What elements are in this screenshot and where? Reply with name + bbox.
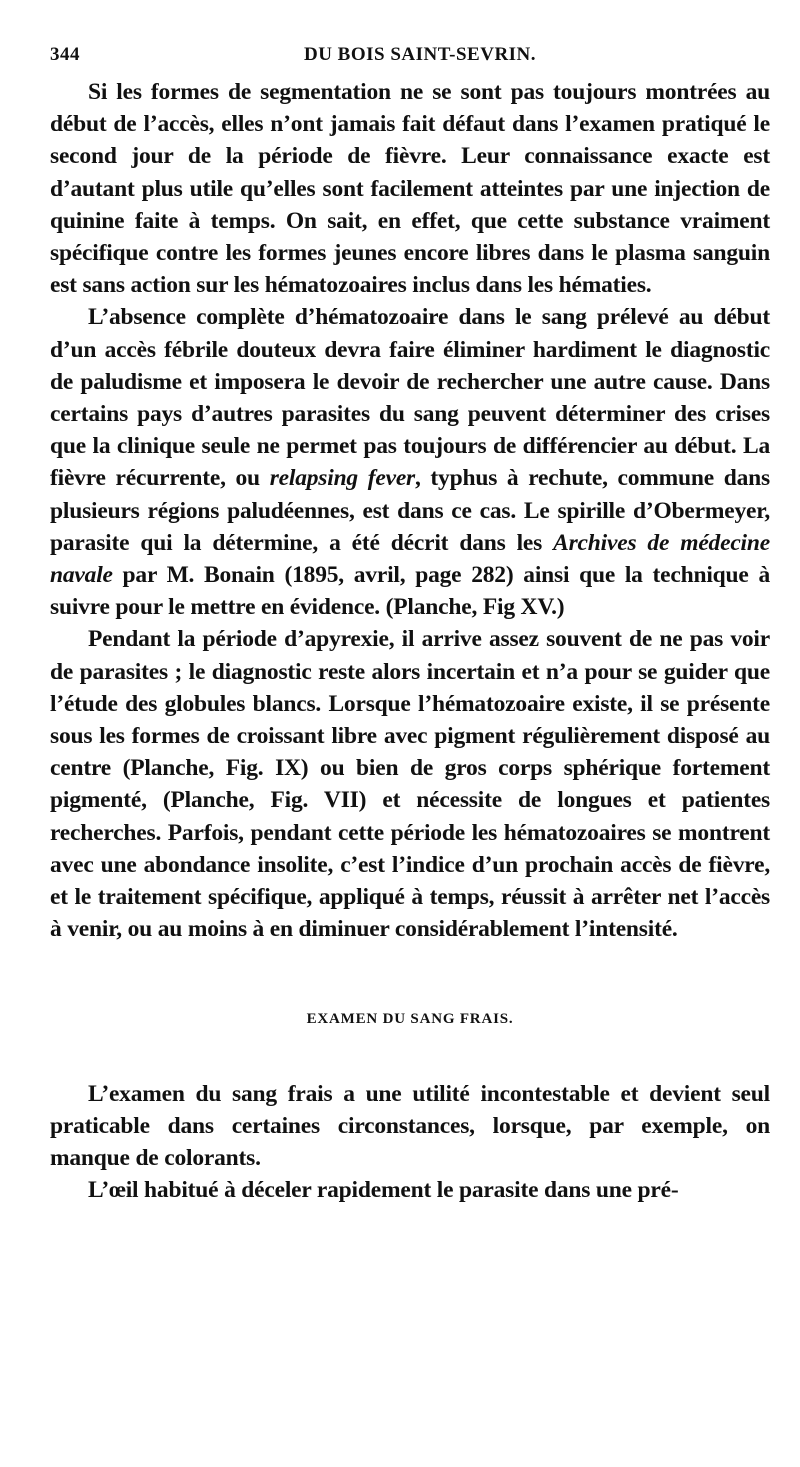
- paragraph-absence-hematozoaire: [50, 301, 770, 623]
- book-page: [50, 44, 770, 1207]
- paragraph-oeil-habitue: L’œil habitué à déceler rapidement le parasite dans une pré-: [88, 1177, 679, 1204]
- italic-term-relapsing-fever: relapsing fever: [269, 465, 415, 492]
- running-title: DU BOIS SAINT-SEVRIN.: [303, 44, 537, 65]
- paragraph-segmentation-forms: Si les formes de segmentation ne se sont pas toujours montrées au début de l’accès, elles n’ont jamais fait défaut dans l’examen pratiqué le second jour de la période de fièvre. Leur connaissance exacte est d’autant plus utile qu’elles sont facilement atteintes par une injection de quinine faite à temps. On sait, en effet, que cette substance vraiment spécifique contre les formes jeunes encore libres dans le plasma sanguin est sans action sur les hématozoaires inclus dans les hématies.: [50, 79, 770, 299]
- body-text: [50, 76, 770, 1207]
- paragraph-text: par M. Bonain (1895, avril, page 282) ainsi que la technique à suivre pour le mettre en évidence. (Planche, Fig XV.): [50, 562, 770, 621]
- section-heading: EXAMEN DU SANG FRAIS.: [306, 1011, 514, 1028]
- running-header: [50, 44, 770, 76]
- paragraph-examen-sang-frais: L’examen du sang frais a une utilité incontestable et devient seul praticable dans certaines circonstances, lorsque, par exemple, on manque de colorants.: [50, 1080, 770, 1172]
- paragraph-text: L’absence complète d’hématozoaire dans le sang prélevé au début d’un accès fébrile douteux devra faire éliminer hardiment le diagnostic de paludisme et imposera le devoir de rechercher une autre cause. Dans certains pays d’autres parasites du sang peuvent déterminer des crises que la clinique seule ne permet pas toujours de différencier au début. La fièvre récurrente, ou: [50, 304, 770, 492]
- page-number: 344: [50, 44, 80, 65]
- paragraph-apyrexie: Pendant la période d’apyrexie, il arrive assez souvent de ne pas voir de parasites ; le diagnostic reste alors incertain et n’a pour se guider que l’étude des globules blancs. Lorsque l’hématozoaire existe, il se présente sous les formes de croissant libre avec pigment régulièrement disposé au centre (Planche, Fig. IX) ou bien de gros corps sphérique fortement pigmenté, (Planche, Fig. VII) et nécessite de longues et patientes recherches. Parfois, pendant cette période les hématozoaires se montrent avec une abondance insolite, c’est l’indice d’un prochain accès de fièvre, et le traitement spécifique, appliqué à temps, réussit à arrêter net l’accès à venir, ou au moins à en diminuer considérablement l’intensité.: [50, 626, 770, 943]
- italic-journal-title: Archives de médecine navale: [50, 529, 770, 589]
- paragraph-text: , typhus à rechute, commune dans plusieurs régions paludéennes, est dans ce cas. Le spirille d’Obermeyer, parasite qui la détermine, a été décrit dans les: [50, 465, 770, 556]
